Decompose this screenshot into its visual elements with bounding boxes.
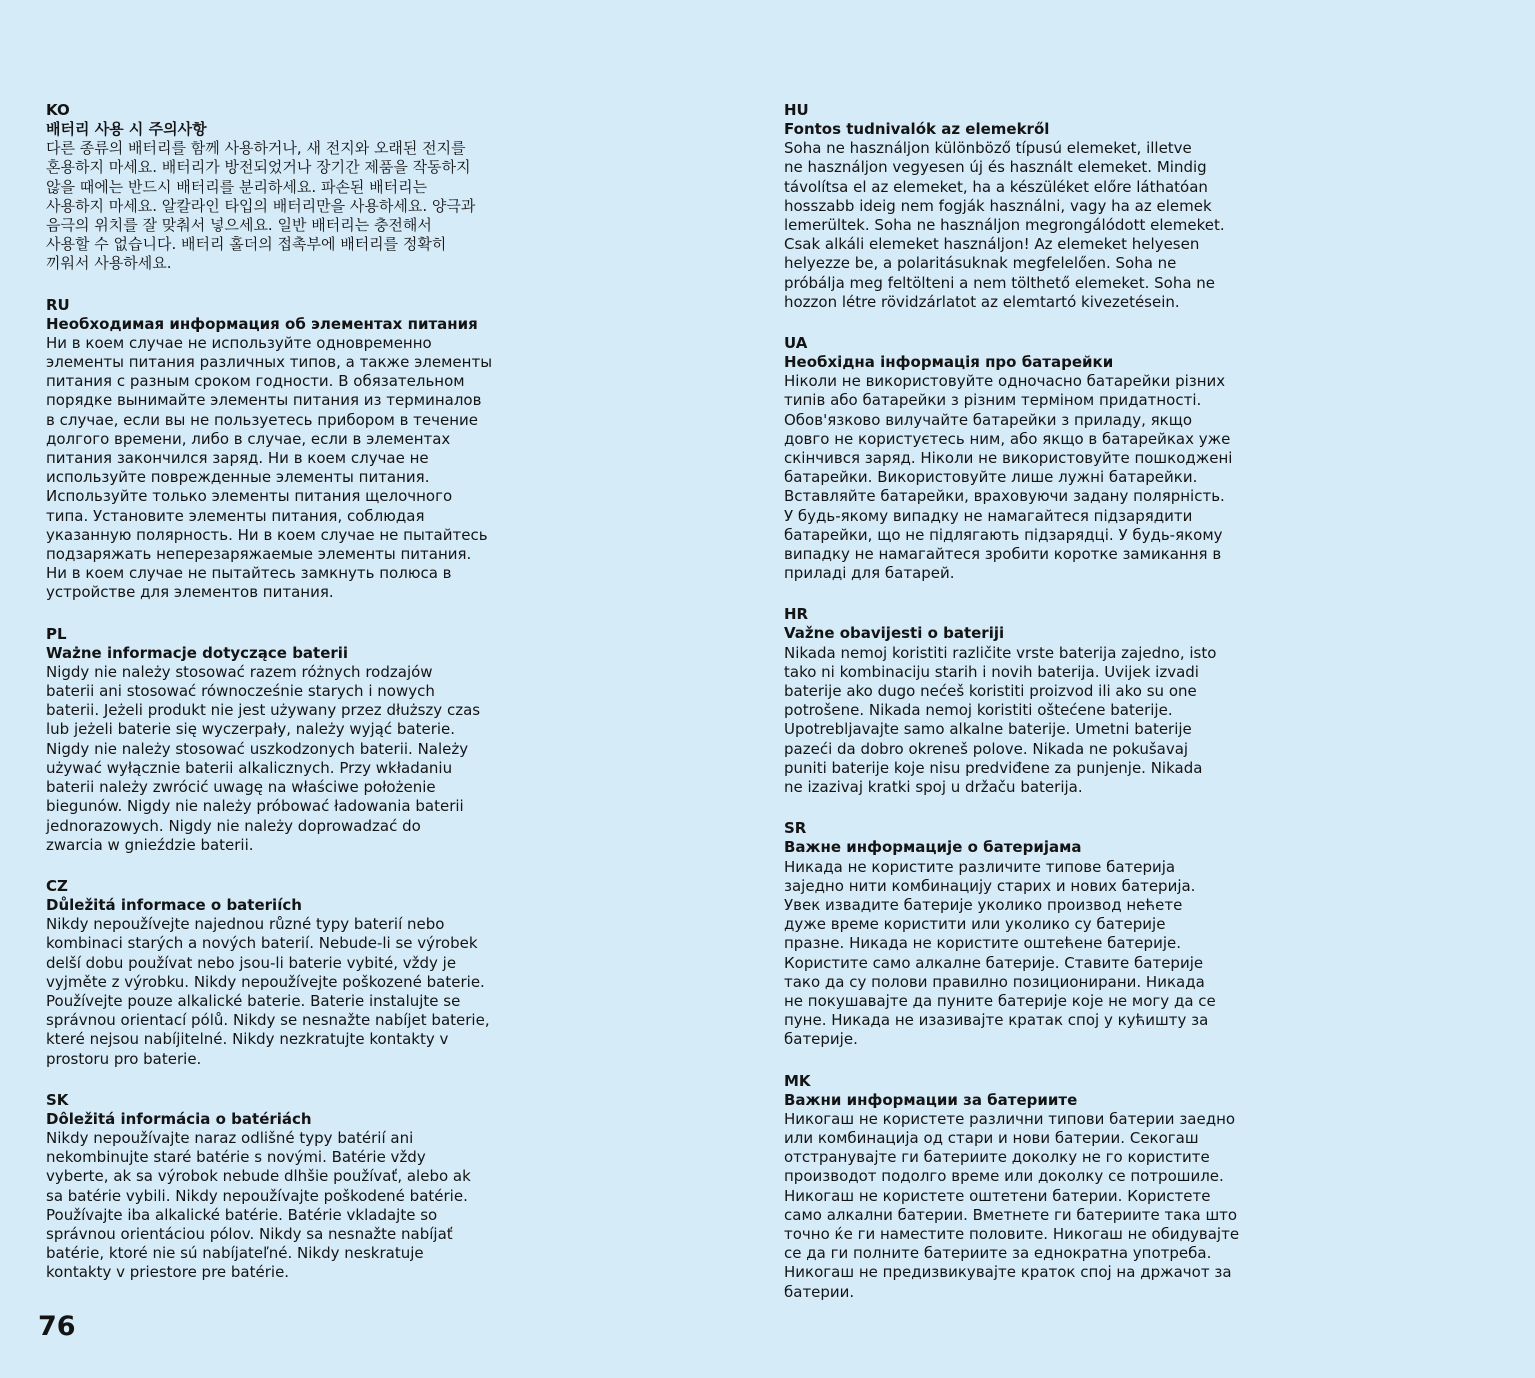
section-sr (784, 819, 1274, 1049)
language-code: PL (46, 624, 67, 643)
language-code: CZ (46, 876, 68, 895)
section-title: Ważne informacje dotyczące baterii (46, 643, 349, 662)
section-text: Никогаш не користете различни типови батерии заедно или комбинација од стари и нови батерии. Секогаш отстранувајте ги батериите доколку не го користите производот подолго време или доколку се потрошиле. Никогаш не користете оштетени батерии. Користете само алкални батерии. Вметнете ги батериите така што точно ќе ги наместите половите. Никогаш не обидувајте се да ги полните батериите за еднократна употреба. Никогаш не предизвикувајте краток спој на држачот за батерии. (784, 1109, 1240, 1301)
right-column (784, 101, 1274, 1324)
section-mk (784, 1072, 1274, 1302)
section-text: Nikdy nepoužívejte najednou různé typy baterií nebo kombinaci starých a nových baterií. Nebude-li se výrobek delší dobu používat nebo jsou-li baterie vybité, vždy je vyjměte z výrobku. Nikdy nepoužívejte poškozené baterie. Používejte pouze alkalické baterie. Baterie instalujte se správnou orientací pólů. Nikdy se nesnažte nabíjet baterie, které nejsou nabíjitelné. Nikdy nezkratujte kontakty v prostoru pro baterie. (46, 915, 490, 1068)
section-text: Nigdy nie należy stosować razem różnych rodzajów baterii ani stosować równocześnie starych i nowych baterii. Jeżeli produkt nie jest używany przez dłuższy czas lub jeżeli baterie się wyczerpały, należy wyjąć baterie. Nigdy nie należy stosować uszkodzonych baterii. Należy używać wyłącznie baterii alkalicznych. Przy wkładaniu baterii należy zwrócić uwagę na właściwe położenie biegunów. Nigdy nie należy próbować ładowania baterii jednorazowych. Nigdy nie należy doprowadzać do zwarcia w gnieździe baterii. (46, 662, 481, 854)
language-code: HU (784, 101, 809, 119)
section-hu (784, 101, 1274, 312)
page-number: 76 (38, 1311, 76, 1342)
language-code: SK (46, 1090, 69, 1109)
section-text: Ни в коем случае не используйте одновременно элементы питания различных типов, а также элементы питания с разным сроком годности. В обязательном порядке вынимайте элементы питания из терминалов в случае, если вы не пользуетесь прибором в течение долгого времени, либо в случае, если в элементах питания закончился заряд. Ни в коем случае не используйте поврежденные элементы питания. Используйте только элементы питания щелочного типа. Установите элементы питания, соблюдая указанную полярность. Ни в коем случае не пытайтесь подзаряжать неперезаряжаемые элементы питания. Ни в коем случае не пытайтесь замкнуть полюса в устройстве для элементов питания. (46, 333, 493, 602)
section-sk (46, 1091, 536, 1283)
section-title: 배터리 사용 시 주의사항 (46, 120, 207, 138)
section-title: Важни информации за батериите (784, 1090, 1078, 1109)
left-column (46, 101, 536, 1305)
section-text: Soha ne használjon különböző típusú elemeket, illetve ne használjon vegyesen új és használt elemeket. Mindig távolítsa el az elemeket, ha a készüléket előre láthatóan hosszabb ideig nem fogják használni, vagy ha az elemek lemerültek. Soha ne használjon megrongálódott elemeket. Csak alkáli elemeket használjon! Az elemeket helyesen helyezze be, a polaritásuknak megfelelően. Soha ne próbálja meg feltölteni a nem tölthető elemeket. Soha ne hozzon létre rövidzárlatot az elemtartó kivezetésein. (784, 139, 1225, 311)
section-text: 다른 종류의 배터리를 함께 사용하거나, 새 전지와 오래된 전지를 혼용하지 마세요. 배터리가 방전되었거나 장기간 제품을 작동하지 않을 때에는 반드시 배터리를 분리하세요. 파손된 배터리는 사용하지 마세요. 알칼라인 타입의 배터리만을 사용하세요. 양극과 음극의 위치를 잘 맞춰서 넣으세요. 일반 배터리는 충전해서 사용할 수 없습니다. 배터리 홀더의 접촉부에 배터리를 정확히 끼워서 사용하세요. (46, 139, 476, 273)
section-title: Необходимая информация об элементах питания (46, 314, 478, 333)
section-title: Dôležitá informácia o batériách (46, 1109, 312, 1128)
section-text: Nikdy nepoužívajte naraz odlišné typy batérií ani nekombinujte staré batérie s novými. Batérie vždy vyberte, ak sa výrobok nebude dlhšie používať, alebo ak sa batérie vybili. Nikdy nepoužívajte poškodené batérie. Používajte iba alkalické batérie. Batérie vkladajte so správnou orientáciou pólov. Nikdy sa nesnažte nabíjať batérie, ktoré nie sú nabíjateľné. Nikdy neskratuje kontakty v priestore pre batérie. (46, 1128, 471, 1282)
language-code: KO (46, 101, 70, 119)
section-pl (46, 625, 536, 855)
section-text: Nikada nemoj koristiti različite vrste baterija zajedno, isto tako ni kombinaciju starih i novih baterija. Uvijek izvadi baterije ako dugo nećeš koristiti proizvod ili ako su one potrošene. Nikada nemoj koristiti oštećene baterije. Upotrebljavajte samo alkalne baterije. Umetni baterije pazeći da dobro okreneš polove. Nikada ne pokušavaj puniti baterije koje nisu predviđene za punjenje. Nikada ne izazivaj kratki spoj u držaču baterija. (784, 643, 1217, 797)
language-code: SR (784, 819, 807, 838)
section-title: Необхідна інформація про батарейки (784, 353, 1114, 372)
section-ua (784, 334, 1274, 583)
language-code: UA (784, 334, 808, 353)
section-text: Никада не користите различите типове батерија заједно нити комбинацију старих и нових батерија. Увек извадите батерије уколико производ нећете дуже време користити или уколико су батерије празне. Никада не користите оштећене батерије. Користите само алкалне батерије. Ставите батерије тако да су полови правилно позиционирани. Никада не покушавајте да пуните батерије које не могу да се пуне. Никада не изазивајте кратак спој у кућишту за батерије. (784, 857, 1216, 1049)
section-title: Fontos tudnivalók az elemekről (784, 120, 1050, 138)
section-text: Ніколи не використовуйте одночасно батарейки різних типів або батарейки з різним терміном придатності. Обов'язково вилучайте батарейки з приладу, якщо довго не користуєтесь ним, або якщо в батарейках уже скінчився заряд. Ніколи не використовуйте пошкоджені батарейки. Використовуйте лише лужні батарейки. Вставляйте батарейки, враховуючи задану полярність. У будь-якому випадку не намагайтеся підзарядити батарейки, що не підлягають підзарядці. У будь-якому випадку не намагайтеся зробити коротке замикання в приладі для батарей. (784, 372, 1233, 583)
section-title: Важне информације о батеријама (784, 838, 1082, 857)
section-hr (784, 605, 1274, 797)
section-title: Važne obavijesti o bateriji (784, 624, 1005, 643)
language-code: RU (46, 295, 70, 314)
language-code: HR (784, 605, 809, 624)
section-title: Důležitá informace o bateriích (46, 895, 302, 914)
section-ko (46, 101, 536, 274)
section-cz (46, 877, 536, 1069)
language-code: MK (784, 1071, 811, 1090)
section-ru (46, 296, 536, 603)
